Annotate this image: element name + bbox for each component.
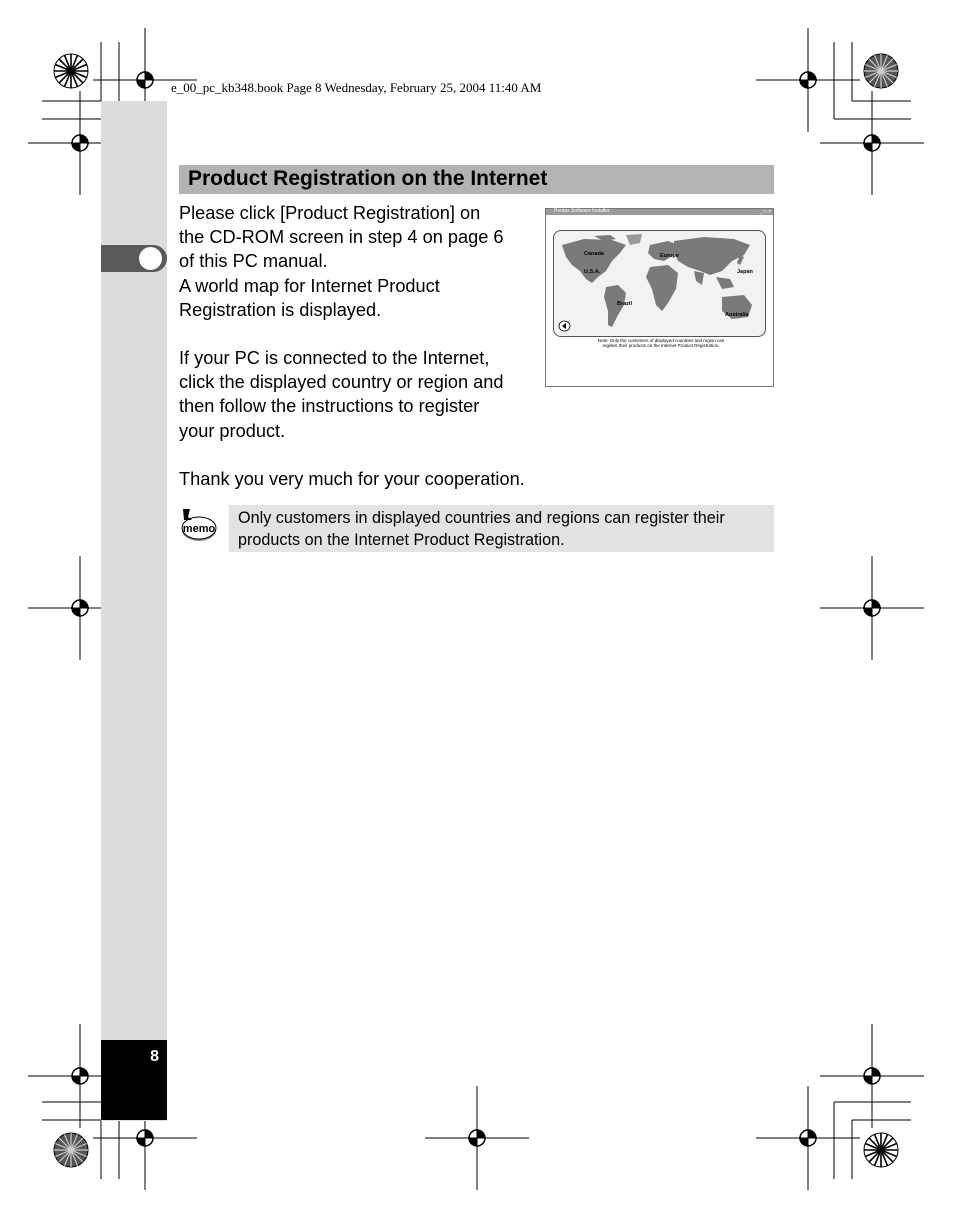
paragraph-1 bbox=[179, 201, 504, 322]
screenshot-window-title: Pentax Software Installer bbox=[554, 208, 610, 214]
paragraph-line: If your PC is connected to the Internet, bbox=[179, 348, 490, 368]
paragraph-line: the CD-ROM screen in step 4 on page 6 bbox=[179, 227, 504, 248]
installer-screenshot bbox=[545, 208, 774, 387]
screenshot-note-line: Note: Only the customers of displayed countries and region can bbox=[597, 338, 725, 343]
paragraph-line: click the displayed country or region and bbox=[179, 372, 504, 393]
map-label-japan[interactable]: Japan bbox=[737, 269, 753, 275]
memo-text bbox=[238, 507, 725, 551]
svg-text:memo: memo bbox=[182, 523, 216, 535]
map-label-brazil[interactable]: Brazil bbox=[617, 301, 632, 307]
chapter-tab-circle bbox=[139, 247, 162, 270]
paragraph-line: Please click [Product Registration] on bbox=[179, 203, 481, 223]
paragraph-line: then follow the instructions to register bbox=[179, 396, 480, 417]
screenshot-titlebar bbox=[546, 209, 773, 215]
paragraph-line: your product. bbox=[179, 420, 286, 441]
section-title-bar bbox=[179, 165, 774, 194]
paragraph-2 bbox=[179, 346, 504, 443]
section-title: Product Registration on the Internet bbox=[188, 167, 548, 190]
memo-line: Only customers in displayed countries and regions can register their bbox=[238, 509, 725, 527]
memo-icon bbox=[180, 508, 218, 544]
paragraph-line: of this PC manual. bbox=[179, 251, 328, 272]
memo-line: products on the Internet Product Registration. bbox=[238, 531, 565, 549]
map-label-australia[interactable]: Australia bbox=[725, 312, 749, 318]
world-map bbox=[553, 230, 766, 337]
paragraph-3: Thank you very much for your cooperation. bbox=[179, 469, 525, 489]
world-map-land bbox=[554, 231, 765, 336]
running-head: e_00_pc_kb348.book Page 8 Wednesday, February 25, 2004 11:40 AM bbox=[171, 80, 542, 95]
screenshot-note-line: register their products on the Internet Product Registration. bbox=[602, 343, 720, 348]
back-arrow-icon[interactable] bbox=[558, 320, 571, 332]
screenshot-window-buttons: _ □ × bbox=[759, 209, 771, 215]
paragraph-line: A world map for Internet Product bbox=[179, 275, 440, 296]
map-label-europe[interactable]: Europe bbox=[660, 253, 679, 259]
screenshot-note bbox=[566, 338, 756, 348]
paragraph-line: Registration is displayed. bbox=[179, 299, 382, 320]
map-label-usa[interactable]: U.S.A. bbox=[584, 269, 601, 275]
map-label-canada[interactable]: Canada bbox=[584, 251, 604, 257]
page-number: 8 bbox=[150, 1048, 159, 1065]
